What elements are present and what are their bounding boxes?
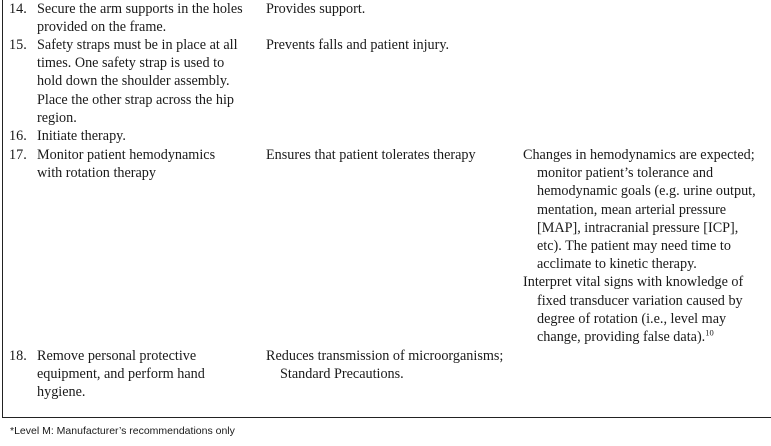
note-paragraph xyxy=(523,273,769,346)
table-row-step-15 xyxy=(0,36,771,127)
step-text: Initiate therapy. xyxy=(37,128,126,144)
step-number: 16. xyxy=(9,128,27,144)
rationale-text: Ensures that patient tolerates therapy xyxy=(266,147,476,163)
step-text: Remove personal protective equipment, and perform hand hygiene. xyxy=(37,348,205,401)
step-number: 14. xyxy=(9,1,27,17)
rationale-text: Reduces transmission of microorganisms; Standard Precautions. xyxy=(266,348,504,383)
notes-cell xyxy=(523,146,768,346)
step-cell xyxy=(9,0,264,36)
step-text: Monitor patient hemodynamics with rotation therapy xyxy=(37,147,216,182)
table-footnote: *Level M: Manufacturer’s recommendations only xyxy=(10,425,235,437)
rationale-cell xyxy=(266,36,516,54)
table-row-step-17 xyxy=(0,146,771,347)
rationale-text: Prevents falls and patient injury. xyxy=(266,37,450,53)
table-row-step-16 xyxy=(0,127,771,146)
step-cell xyxy=(9,36,264,127)
step-cell xyxy=(9,127,264,145)
table-row-step-18 xyxy=(0,347,771,407)
table-bottom-rule xyxy=(2,417,771,418)
step-cell xyxy=(9,146,264,182)
reference-superscript: 10 xyxy=(705,327,714,338)
rationale-cell xyxy=(266,146,516,164)
rationale-cell xyxy=(266,0,516,18)
step-number: 15. xyxy=(9,37,27,53)
note-paragraph: Changes in hemodynamics are expected; monitor patient’s tolerance and hemodynamic goals (e.g. urine output, mentation, mean arterial pressure [MAP], intracranial pressure [ICP], etc). The patient may need time to acclimate to kinetic therapy. xyxy=(523,147,756,273)
step-text: Secure the arm supports in the holes provided on the frame. xyxy=(37,1,243,36)
step-number: 18. xyxy=(9,348,27,364)
table-row-step-14 xyxy=(0,0,771,36)
step-number: 17. xyxy=(9,147,27,163)
rationale-cell xyxy=(266,347,516,383)
step-cell xyxy=(9,347,264,402)
note-paragraph-text: Interpret vital signs with knowledge of fixed transducer variation caused by degree of rotation (i.e., level may change, providing false data). xyxy=(523,274,744,346)
step-text: Safety straps must be in place at all times. One safety strap is used to hold down the shoulder assembly. Place the other strap across the hip region. xyxy=(37,37,238,126)
rationale-text: Provides support. xyxy=(266,1,366,17)
